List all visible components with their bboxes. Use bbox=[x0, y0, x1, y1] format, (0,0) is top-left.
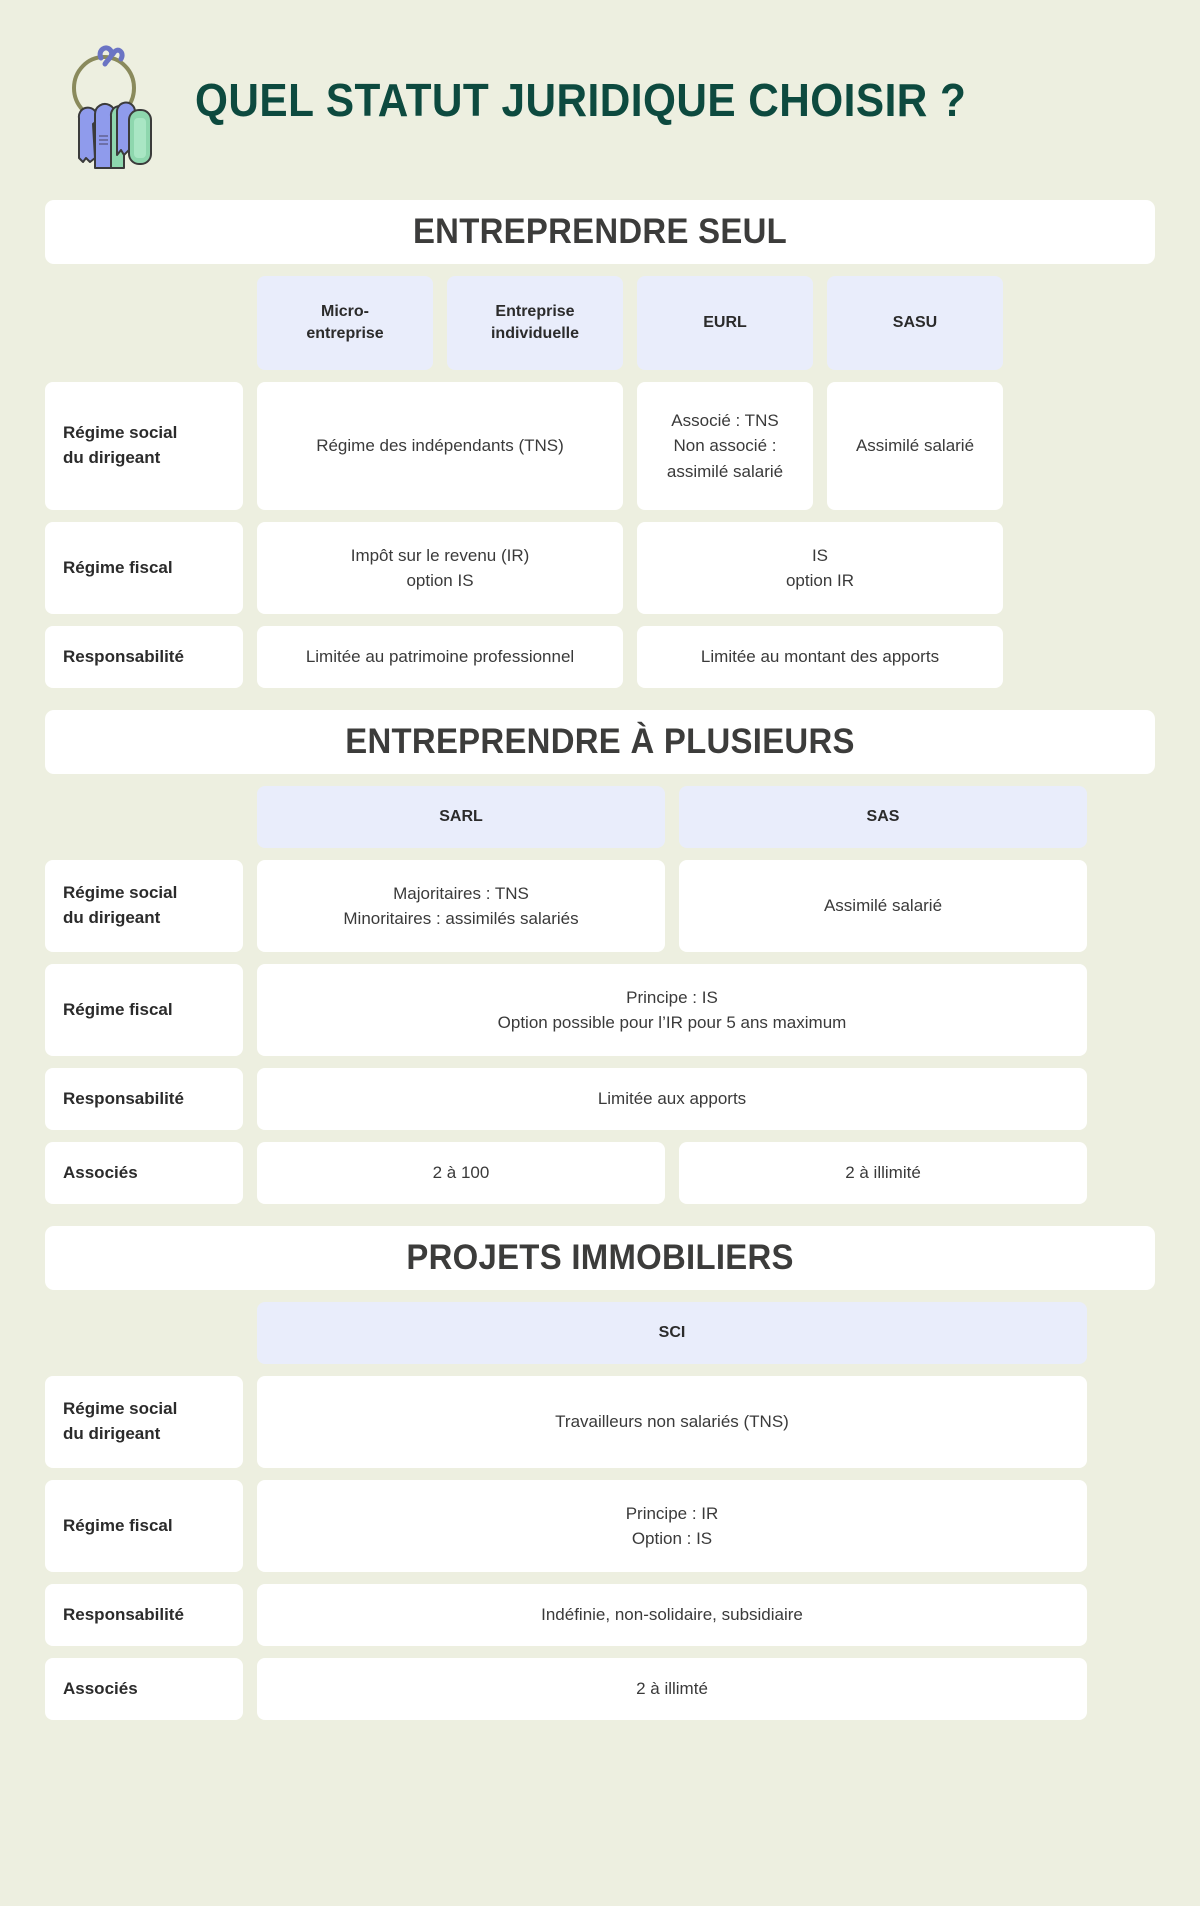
row-label-line2: du dirigeant bbox=[63, 1424, 161, 1443]
table-row-responsabilite-immobiliers bbox=[45, 1584, 1155, 1646]
cell-line1: IS bbox=[811, 545, 829, 565]
cell-line1: Impôt sur le revenu (IR) bbox=[350, 545, 530, 565]
cell-line3: assimilé salarié bbox=[666, 461, 784, 481]
section-banner-label: ENTREPRENDRE SEUL bbox=[412, 212, 788, 251]
row-label-regime-social bbox=[45, 382, 243, 510]
table-row-regime-fiscal-immobiliers bbox=[45, 1480, 1155, 1572]
cell-regime-fiscal-sci bbox=[257, 1480, 1087, 1572]
section-banner-immobiliers bbox=[45, 1226, 1155, 1290]
column-header-sarl: SARL bbox=[257, 786, 665, 848]
section-banner-label: ENTREPRENDRE À PLUSIEURS bbox=[345, 722, 855, 761]
cell-responsabilite-sci: Indéfinie, non-solidaire, subsidiaire bbox=[257, 1584, 1087, 1646]
column-header-eurl bbox=[637, 276, 813, 370]
keys-icon bbox=[55, 30, 165, 170]
corner-spacer bbox=[45, 1302, 243, 1364]
cell-regime-fiscal-micro-ei bbox=[257, 522, 623, 614]
column-header-sci: SCI bbox=[257, 1302, 1087, 1364]
row-label-regime-social bbox=[45, 1376, 243, 1468]
cell-line2: Option : IS bbox=[631, 1529, 713, 1548]
row-label-line1: Régime social bbox=[63, 423, 178, 443]
col-label-line1: SASU bbox=[892, 313, 938, 331]
column-header-row-seul bbox=[45, 276, 1155, 370]
cell-regime-social-sarl bbox=[257, 860, 665, 952]
table-row-regime-social-immobiliers bbox=[45, 1376, 1155, 1468]
cell-associes-sci: 2 à illimté bbox=[257, 1658, 1087, 1720]
row-label-responsabilite: Responsabilité bbox=[45, 626, 243, 688]
cell-line2: option IS bbox=[406, 571, 474, 590]
col-label-line1: Micro- bbox=[321, 302, 369, 320]
cell-line1: Principe : IS bbox=[626, 987, 718, 1007]
section-entreprendre-seul bbox=[45, 200, 1155, 1720]
col-label-line1: Entreprise bbox=[495, 302, 575, 320]
row-label-associes: Associés bbox=[45, 1142, 243, 1204]
cell-line2: Non associé : bbox=[673, 436, 777, 456]
table-row-associes-plusieurs bbox=[45, 1142, 1155, 1204]
cell-regime-social-eurl bbox=[637, 382, 813, 510]
column-header-micro-entreprise bbox=[257, 276, 433, 370]
page-title: QUEL STATUT JURIDIQUE CHOISIR ? bbox=[195, 74, 967, 126]
cell-regime-social-sci: Travailleurs non salariés (TNS) bbox=[257, 1376, 1087, 1468]
table-row-responsabilite-plusieurs bbox=[45, 1068, 1155, 1130]
row-label-line2: du dirigeant bbox=[63, 908, 161, 927]
cell-regime-social-sasu: Assimilé salarié bbox=[827, 382, 1003, 510]
col-label-line1: EURL bbox=[703, 313, 747, 331]
corner-spacer bbox=[45, 786, 243, 848]
row-label-responsabilite: Responsabilité bbox=[45, 1584, 243, 1646]
table-row-regime-fiscal-seul bbox=[45, 522, 1155, 614]
cell-associes-sas: 2 à illimité bbox=[679, 1142, 1087, 1204]
table-row-associes-immobiliers bbox=[45, 1658, 1155, 1720]
row-label-regime-fiscal: Régime fiscal bbox=[45, 522, 243, 614]
cell-line2: Minoritaires : assimilés salariés bbox=[343, 909, 579, 928]
row-label-regime-fiscal: Régime fiscal bbox=[45, 1480, 243, 1572]
row-label-responsabilite: Responsabilité bbox=[45, 1068, 243, 1130]
page-header bbox=[45, 0, 1155, 200]
cell-line1: Principe : IR bbox=[625, 1503, 719, 1523]
corner-spacer bbox=[45, 276, 243, 370]
cell-line2: option IR bbox=[785, 571, 855, 590]
col-label-line2: individuelle bbox=[490, 325, 579, 342]
section-banner-plusieurs bbox=[45, 710, 1155, 774]
table-row-regime-social-seul bbox=[45, 382, 1155, 510]
cell-responsabilite-sarl-sas: Limitée aux apports bbox=[257, 1068, 1087, 1130]
column-header-entreprise-individuelle bbox=[447, 276, 623, 370]
column-header-row-plusieurs bbox=[45, 786, 1155, 848]
cell-regime-social-sas: Assimilé salarié bbox=[679, 860, 1087, 952]
column-header-sasu bbox=[827, 276, 1003, 370]
table-row-responsabilite-seul bbox=[45, 626, 1155, 688]
row-label-regime-fiscal: Régime fiscal bbox=[45, 964, 243, 1056]
row-label-line2: du dirigeant bbox=[63, 448, 161, 467]
table-row-regime-social-plusieurs bbox=[45, 860, 1155, 952]
cell-line1: Associé : TNS bbox=[671, 410, 779, 430]
cell-regime-fiscal-sarl-sas bbox=[257, 964, 1087, 1056]
col-label-line2: entreprise bbox=[306, 325, 384, 342]
row-label-line1: Régime social bbox=[63, 883, 178, 903]
section-banner-seul bbox=[45, 200, 1155, 264]
column-header-row-immobiliers bbox=[45, 1302, 1155, 1364]
table-row-regime-fiscal-plusieurs bbox=[45, 964, 1155, 1056]
cell-associes-sarl: 2 à 100 bbox=[257, 1142, 665, 1204]
section-banner-label: PROJETS IMMOBILIERS bbox=[406, 1238, 794, 1277]
cell-regime-social-micro-ei: Régime des indépendants (TNS) bbox=[257, 382, 623, 510]
row-label-line1: Régime social bbox=[63, 1399, 178, 1419]
cell-responsabilite-eurl-sasu: Limitée au montant des apports bbox=[637, 626, 1003, 688]
row-label-regime-social bbox=[45, 860, 243, 952]
cell-responsabilite-micro-ei: Limitée au patrimoine professionnel bbox=[257, 626, 623, 688]
cell-line2: Option possible pour l’IR pour 5 ans maximum bbox=[497, 1013, 847, 1032]
cell-regime-fiscal-eurl-sasu bbox=[637, 522, 1003, 614]
cell-line1: Majoritaires : TNS bbox=[393, 883, 529, 903]
column-header-sas: SAS bbox=[679, 786, 1087, 848]
row-label-associes: Associés bbox=[45, 1658, 243, 1720]
